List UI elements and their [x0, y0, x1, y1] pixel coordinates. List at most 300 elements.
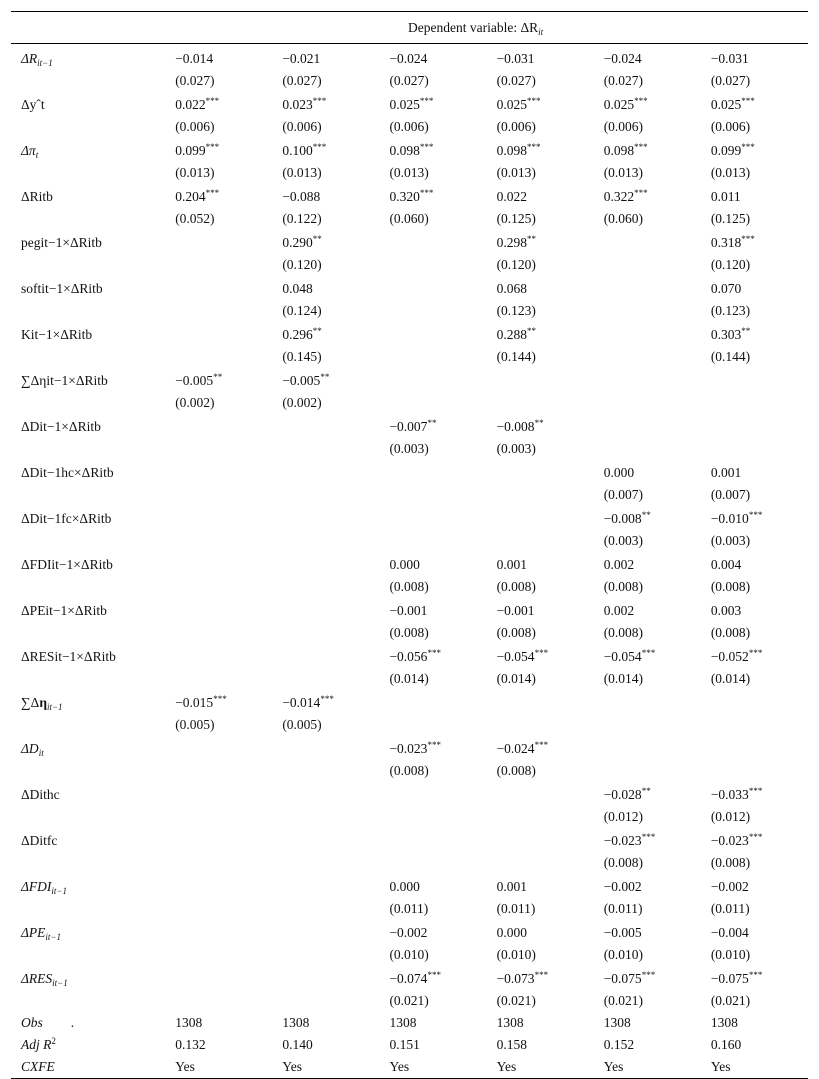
se-value: (0.027)	[389, 73, 429, 88]
se-cell	[379, 162, 486, 184]
significance-stars: ***	[634, 96, 648, 106]
coef-cell	[272, 230, 379, 254]
row-label	[11, 92, 165, 116]
coef-cell	[594, 230, 701, 254]
coef-cell	[701, 322, 808, 346]
significance-stars: **	[641, 510, 651, 520]
se-cell	[594, 116, 701, 138]
footer-value: 1308	[710, 1015, 738, 1030]
se-value: (0.013)	[282, 165, 322, 180]
se-cell	[701, 162, 808, 184]
significance-stars: ***	[427, 970, 441, 980]
se-cell	[165, 484, 272, 506]
coef-value: −0.073	[496, 971, 535, 986]
se-cell	[165, 576, 272, 598]
coef-value: −0.033	[710, 787, 749, 802]
table-row-coef	[11, 874, 808, 898]
coef-cell	[594, 92, 701, 116]
coef-cell	[701, 184, 808, 208]
significance-stars: **	[534, 418, 544, 428]
se-cell	[701, 622, 808, 644]
table-row-coef	[11, 44, 808, 70]
se-value: (0.010)	[603, 947, 644, 962]
coef-value: 0.001	[496, 557, 527, 572]
table-row-se	[11, 162, 808, 184]
table-row-se	[11, 944, 808, 966]
coef-value: −0.023	[603, 833, 642, 848]
coef-cell	[379, 598, 486, 622]
coef-cell	[487, 44, 594, 70]
significance-stars: ***	[419, 142, 434, 152]
coef-value: 0.070	[710, 281, 742, 296]
table-row-se	[11, 898, 808, 920]
row-label-subscript: it−1	[52, 978, 68, 988]
row-label-subscript: it−1	[45, 932, 61, 942]
coef-cell	[487, 276, 594, 300]
coef-value: −0.008	[496, 419, 535, 434]
se-value: (0.123)	[496, 303, 536, 318]
se-cell	[379, 944, 486, 966]
se-cell	[272, 898, 379, 920]
coef-cell	[594, 966, 701, 990]
se-value: (0.011)	[710, 901, 750, 916]
se-value: (0.003)	[603, 533, 644, 548]
coef-cell	[165, 966, 272, 990]
se-cell	[701, 254, 808, 276]
coef-value: 0.318	[710, 235, 742, 250]
table-row-se	[11, 346, 808, 368]
coef-value: 0.320	[389, 189, 420, 204]
table-row-se	[11, 530, 808, 552]
significance-stars: **	[312, 326, 322, 336]
se-cell	[379, 806, 486, 828]
se-cell	[165, 392, 272, 414]
se-value: (0.013)	[710, 165, 751, 180]
coef-cell	[487, 690, 594, 714]
se-cell	[487, 162, 594, 184]
se-cell	[594, 668, 701, 690]
se-value: (0.008)	[496, 625, 536, 640]
footer-value: 0.152	[603, 1037, 635, 1052]
significance-stars: **	[741, 326, 751, 336]
significance-stars: ***	[741, 96, 755, 106]
se-cell	[487, 70, 594, 92]
se-cell	[487, 990, 594, 1012]
se-cell	[594, 990, 701, 1012]
se-value: (0.125)	[710, 211, 751, 226]
se-value: (0.027)	[603, 73, 644, 88]
significance-stars: ***	[641, 648, 656, 658]
row-label-text: ∑Δη	[21, 695, 47, 710]
coef-value: −0.002	[389, 925, 428, 940]
coef-cell	[379, 414, 486, 438]
row-label-empty	[11, 576, 165, 598]
row-label-empty	[11, 70, 165, 92]
se-cell	[594, 714, 701, 736]
se-value: (0.021)	[603, 993, 644, 1008]
se-cell	[701, 392, 808, 414]
se-cell	[487, 576, 594, 598]
significance-stars: ***	[748, 648, 763, 658]
se-value: (0.010)	[710, 947, 751, 962]
table-header	[11, 12, 808, 44]
se-value: (0.003)	[496, 441, 536, 456]
coef-cell	[165, 44, 272, 70]
coef-value: −0.021	[282, 51, 321, 66]
footer-value: 0.140	[282, 1037, 313, 1052]
coef-value: 0.288	[496, 327, 527, 342]
coef-value: 0.204	[175, 189, 206, 204]
se-value: (0.008)	[603, 579, 644, 594]
coef-value: 0.000	[603, 465, 635, 480]
se-value: (0.013)	[175, 165, 215, 180]
se-cell	[272, 70, 379, 92]
se-cell	[487, 530, 594, 552]
coef-cell	[594, 782, 701, 806]
coef-value: 0.002	[603, 603, 635, 618]
coef-cell	[379, 828, 486, 852]
coef-value: 0.004	[710, 557, 742, 572]
table-row-se	[11, 668, 808, 690]
se-cell	[379, 668, 486, 690]
significance-stars: ***	[748, 832, 763, 842]
coef-value: −0.054	[603, 649, 642, 664]
se-cell	[487, 760, 594, 782]
se-cell	[594, 484, 701, 506]
coef-cell	[701, 552, 808, 576]
se-cell	[701, 116, 808, 138]
coef-value: −0.023	[389, 741, 428, 756]
coef-cell	[594, 598, 701, 622]
row-label	[11, 44, 165, 70]
coef-cell	[272, 322, 379, 346]
coef-cell	[701, 644, 808, 668]
coef-cell	[272, 966, 379, 990]
row-label-subscript: it−1	[51, 886, 67, 896]
coef-cell	[272, 44, 379, 70]
table-row-se	[11, 392, 808, 414]
table-row-coef	[11, 966, 808, 990]
coef-value: −0.023	[710, 833, 749, 848]
row-label-text: ΔDit−1fc×ΔRitb	[21, 511, 112, 526]
coef-value: −0.014	[175, 51, 214, 66]
se-cell	[379, 116, 486, 138]
row-label	[11, 874, 165, 898]
se-cell	[379, 254, 486, 276]
coef-value: −0.005	[282, 373, 321, 388]
coef-cell	[701, 966, 808, 990]
coef-cell	[487, 184, 594, 208]
se-cell	[701, 438, 808, 460]
coef-cell	[379, 506, 486, 530]
se-value: (0.124)	[282, 303, 322, 318]
footer-label-suffix: .	[70, 1015, 75, 1030]
footer-value: 1308	[496, 1015, 524, 1030]
coef-cell	[165, 552, 272, 576]
coef-value: 0.099	[710, 143, 742, 158]
row-label-text: pegit−1×ΔRitb	[21, 235, 102, 250]
coef-value: 0.025	[710, 97, 742, 112]
se-value: (0.012)	[603, 809, 644, 824]
se-cell	[701, 668, 808, 690]
coef-value: 0.298	[496, 235, 527, 250]
coef-value: 0.025	[603, 97, 635, 112]
coef-value: 0.098	[389, 143, 420, 158]
row-label-empty	[11, 852, 165, 874]
se-cell	[487, 714, 594, 736]
se-cell	[379, 760, 486, 782]
se-cell	[165, 898, 272, 920]
se-cell	[487, 806, 594, 828]
se-cell	[594, 576, 701, 598]
coef-cell	[487, 736, 594, 760]
row-label-empty	[11, 530, 165, 552]
se-cell	[379, 208, 486, 230]
significance-stars: ***	[741, 142, 755, 152]
coef-value: 0.099	[175, 143, 206, 158]
significance-stars: **	[312, 234, 322, 244]
coef-cell	[594, 690, 701, 714]
significance-stars: ***	[419, 96, 434, 106]
table-row-footer	[11, 1034, 808, 1056]
coef-cell	[487, 966, 594, 990]
table-row-coef	[11, 644, 808, 668]
coef-value: −0.052	[710, 649, 749, 664]
coef-cell	[379, 644, 486, 668]
se-value: (0.006)	[175, 119, 215, 134]
coef-cell	[594, 414, 701, 438]
se-value: (0.014)	[603, 671, 644, 686]
table-row-footer	[11, 1056, 808, 1078]
coef-value: 0.303	[710, 327, 742, 342]
footer-value: 0.151	[389, 1037, 420, 1052]
row-label-empty	[11, 898, 165, 920]
se-cell	[594, 208, 701, 230]
row-label	[11, 644, 165, 668]
significance-stars: ***	[312, 142, 327, 152]
coef-cell	[379, 92, 486, 116]
coef-cell	[487, 644, 594, 668]
se-value: (0.008)	[710, 855, 751, 870]
se-cell	[272, 576, 379, 598]
table-row-se	[11, 852, 808, 874]
row-label-text: ΔDit−1hc×ΔRitb	[21, 465, 114, 480]
se-cell	[272, 254, 379, 276]
coef-value: −0.054	[496, 649, 535, 664]
se-cell	[701, 530, 808, 552]
se-cell	[165, 162, 272, 184]
footer-value: 1308	[389, 1015, 417, 1030]
table-row-se	[11, 208, 808, 230]
coef-cell	[165, 506, 272, 530]
se-value: (0.027)	[282, 73, 322, 88]
coef-cell	[594, 736, 701, 760]
footer-value: Yes	[389, 1059, 410, 1074]
row-label-text: ∑Δηit−1×ΔRitb	[21, 373, 108, 388]
coef-cell	[701, 460, 808, 484]
coef-value: −0.010	[710, 511, 749, 526]
row-label-empty	[11, 622, 165, 644]
se-cell	[701, 714, 808, 736]
se-cell	[594, 760, 701, 782]
se-cell	[272, 622, 379, 644]
table-row-se	[11, 300, 808, 322]
se-cell	[379, 346, 486, 368]
se-value: (0.008)	[389, 763, 429, 778]
footer-value: 1308	[603, 1015, 631, 1030]
significance-stars: ***	[526, 142, 541, 152]
coef-value: −0.024	[389, 51, 428, 66]
significance-stars: ***	[526, 96, 541, 106]
se-value: (0.008)	[496, 579, 536, 594]
table-row-coef	[11, 736, 808, 760]
coef-cell	[487, 230, 594, 254]
coef-cell	[165, 322, 272, 346]
coef-value: 0.011	[710, 189, 741, 204]
table-row-se	[11, 484, 808, 506]
se-cell	[594, 898, 701, 920]
table-row-coef	[11, 368, 808, 392]
table-row-coef	[11, 828, 808, 852]
se-cell	[272, 760, 379, 782]
se-value: (0.008)	[710, 625, 751, 640]
se-cell	[487, 622, 594, 644]
se-cell	[379, 622, 486, 644]
se-cell	[165, 990, 272, 1012]
se-cell	[594, 530, 701, 552]
row-label-empty	[11, 714, 165, 736]
table-row-coef	[11, 460, 808, 484]
coef-value: 0.023	[282, 97, 313, 112]
coef-cell	[701, 44, 808, 70]
se-cell	[272, 484, 379, 506]
coef-cell	[272, 598, 379, 622]
coef-value: −0.088	[282, 189, 321, 204]
significance-stars: ***	[748, 970, 763, 980]
row-label	[11, 368, 165, 392]
coef-value: −0.001	[496, 603, 535, 618]
se-cell	[165, 116, 272, 138]
row-label-empty	[11, 806, 165, 828]
se-cell	[701, 300, 808, 322]
footer-label	[11, 1034, 165, 1056]
se-cell	[165, 530, 272, 552]
coef-cell	[165, 828, 272, 852]
coef-cell	[272, 552, 379, 576]
coef-cell	[594, 44, 701, 70]
footer-value: Yes	[282, 1059, 302, 1074]
row-label-empty	[11, 668, 165, 690]
footer-value: Yes	[603, 1059, 624, 1074]
coef-value: −0.005	[175, 373, 214, 388]
coef-value: −0.075	[710, 971, 749, 986]
coef-cell	[487, 368, 594, 392]
se-value: (0.125)	[496, 211, 536, 226]
coef-value: 0.000	[496, 925, 527, 940]
coef-cell	[165, 920, 272, 944]
row-label	[11, 690, 165, 714]
row-label	[11, 460, 165, 484]
se-value: (0.002)	[175, 395, 215, 410]
se-value: (0.008)	[496, 763, 536, 778]
se-cell	[272, 162, 379, 184]
table-row-coef	[11, 414, 808, 438]
coef-cell	[165, 414, 272, 438]
row-label-subscript: it	[38, 748, 44, 758]
coef-value: −0.005	[603, 925, 642, 940]
significance-stars: ***	[741, 234, 755, 244]
se-cell	[487, 392, 594, 414]
coef-cell	[272, 874, 379, 898]
footer-label	[11, 1056, 165, 1078]
se-cell	[165, 346, 272, 368]
se-cell	[594, 346, 701, 368]
coef-cell	[165, 690, 272, 714]
se-value: (0.014)	[496, 671, 536, 686]
se-value: (0.002)	[282, 395, 322, 410]
row-label	[11, 966, 165, 990]
se-cell	[165, 668, 272, 690]
row-label-text: ΔDithc	[21, 787, 60, 802]
significance-stars: ***	[634, 188, 648, 198]
coef-cell	[272, 690, 379, 714]
row-label-empty	[11, 346, 165, 368]
se-value: (0.060)	[603, 211, 644, 226]
footer-label	[11, 1012, 165, 1034]
coef-cell	[594, 276, 701, 300]
footer-value: Yes	[496, 1059, 517, 1074]
se-cell	[165, 254, 272, 276]
coef-cell	[594, 184, 701, 208]
coef-cell	[594, 460, 701, 484]
row-label	[11, 506, 165, 530]
se-cell	[272, 714, 379, 736]
significance-stars: ***	[641, 832, 656, 842]
se-cell	[487, 852, 594, 874]
row-label-text: ΔFDI	[21, 879, 52, 894]
significance-stars: ***	[312, 96, 327, 106]
coef-cell	[379, 44, 486, 70]
row-label-text: ΔDitfc	[21, 833, 58, 848]
se-value: (0.012)	[710, 809, 751, 824]
se-value: (0.021)	[710, 993, 751, 1008]
row-label-text: Δπ	[21, 143, 36, 158]
coef-cell	[594, 644, 701, 668]
se-value: (0.010)	[496, 947, 536, 962]
coefficient-table	[11, 44, 808, 1078]
coef-cell	[379, 690, 486, 714]
se-cell	[272, 990, 379, 1012]
se-cell	[701, 484, 808, 506]
row-label-text: ΔFDIit−1×ΔRitb	[21, 557, 113, 572]
row-label-text: ΔPEit−1×ΔRitb	[21, 603, 107, 618]
coef-value: −0.031	[710, 51, 749, 66]
significance-stars: ***	[748, 510, 763, 520]
coef-cell	[701, 828, 808, 852]
significance-stars: **	[320, 372, 330, 382]
coef-cell	[165, 184, 272, 208]
se-value: (0.006)	[496, 119, 536, 134]
se-value: (0.006)	[603, 119, 644, 134]
significance-stars: ***	[534, 740, 549, 750]
significance-stars: **	[213, 372, 223, 382]
coef-cell	[701, 690, 808, 714]
se-cell	[487, 668, 594, 690]
significance-stars: **	[526, 326, 536, 336]
coef-value: 0.296	[282, 327, 313, 342]
coef-value: −0.001	[389, 603, 428, 618]
table-row-coef	[11, 690, 808, 714]
